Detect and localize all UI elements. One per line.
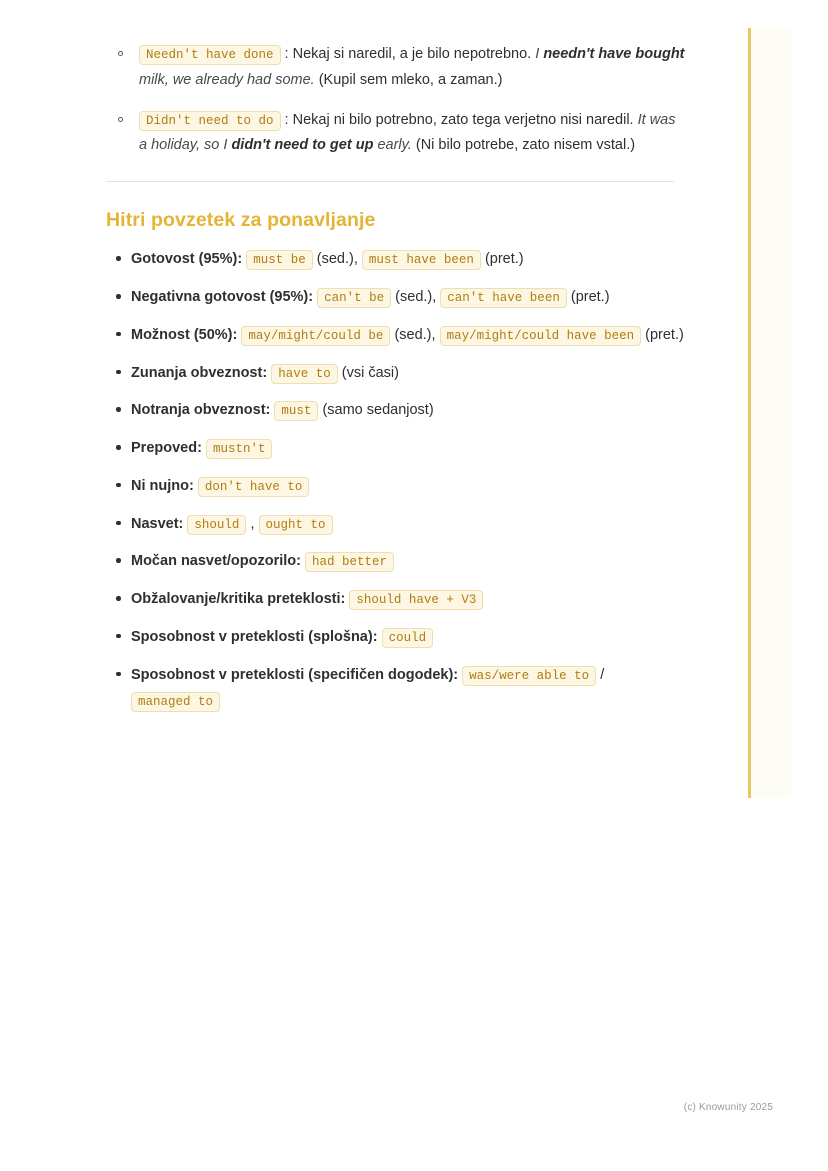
summary-item-note: (sed.), xyxy=(316,251,358,268)
item-description: : Nekaj si naredil, a je bilo nepotrebno. xyxy=(280,46,536,62)
summary-item-label: Sposobnost v preteklosti (splošna): xyxy=(131,628,378,645)
summary-item-note: (pret.) xyxy=(570,289,610,306)
summary-list-item xyxy=(106,435,686,462)
summary-item-note: (pret.) xyxy=(645,326,684,343)
inline-code: had better xyxy=(305,552,394,572)
inline-code: ought to xyxy=(259,515,333,535)
summary-item-label: Možnost (50%): xyxy=(131,326,238,343)
summary-list-item xyxy=(106,284,686,311)
summary-item-note: (pret.) xyxy=(484,251,524,268)
summary-item-label: Nasvet: xyxy=(131,515,184,532)
document-page xyxy=(37,28,791,798)
list-item xyxy=(106,108,686,159)
summary-list xyxy=(106,246,686,715)
inline-code: Needn't have done xyxy=(139,45,281,65)
summary-item-note: , xyxy=(250,515,255,532)
summary-list-item xyxy=(106,662,686,716)
example-prefix: I xyxy=(535,46,544,62)
inline-code: have to xyxy=(271,364,338,384)
summary-item-label: Gotovost (95%): xyxy=(131,251,243,268)
document-content xyxy=(106,42,686,726)
summary-list-item xyxy=(106,360,686,387)
inline-code: must be xyxy=(246,250,313,270)
summary-list-item xyxy=(106,511,686,538)
summary-item-label: Močan nasvet/opozorilo: xyxy=(131,553,301,570)
inline-code: mustn't xyxy=(206,439,273,459)
inline-code: must have been xyxy=(362,250,481,270)
summary-list-item xyxy=(106,586,686,613)
example-suffix: milk, we already had some. xyxy=(139,71,315,88)
summary-item-label: Ni nujno: xyxy=(131,477,194,494)
inline-code: Didn't need to do xyxy=(139,111,281,131)
example-suffix: early. xyxy=(373,137,412,154)
summary-list-item xyxy=(106,548,686,575)
summary-list-item xyxy=(106,473,686,500)
inline-code: should xyxy=(187,515,246,535)
example-highlight: needn't have bought xyxy=(543,46,685,62)
summary-item-label: Obžalovanje/kritika preteklosti: xyxy=(131,591,346,608)
list-item xyxy=(106,42,686,93)
section-divider xyxy=(106,181,674,182)
summary-item-label: Notranja obveznost: xyxy=(131,402,271,419)
summary-item-note: (vsi časi) xyxy=(341,364,399,381)
summary-item-label: Sposobnost v preteklosti (specifičen dogodek): xyxy=(131,666,459,683)
inline-code: could xyxy=(382,628,434,648)
inline-code: can't be xyxy=(317,288,391,308)
inline-code: should have + V3 xyxy=(349,590,483,610)
summary-list-item xyxy=(106,322,686,349)
summary-list-item xyxy=(106,397,686,424)
inline-code: was/were able to xyxy=(462,666,596,686)
summary-item-note: (sed.), xyxy=(394,326,436,343)
summary-item-label: Zunanja obveznost: xyxy=(131,364,268,381)
section-title: Hitri povzetek za ponavljanje xyxy=(106,209,376,232)
accent-strip xyxy=(748,28,751,798)
translation-text: (Kupil sem mleko, a zaman.) xyxy=(314,71,503,88)
summary-item-note: / xyxy=(600,666,605,683)
item-description: : Nekaj ni bilo potrebno, zato tega verjetno nisi naredil. xyxy=(280,111,638,128)
inline-code: may/might/could have been xyxy=(440,326,642,346)
inline-code: can't have been xyxy=(440,288,567,308)
summary-item-note: (samo sedanjost) xyxy=(322,402,434,419)
inline-code: may/might/could be xyxy=(241,326,390,346)
summary-item-note: (sed.), xyxy=(395,289,437,306)
copyright-footer: (c) Knowunity 2025 xyxy=(683,1102,773,1113)
example-prefix: It was a holiday, so I xyxy=(139,111,676,154)
inline-code: must xyxy=(274,401,318,421)
translation-text: (Ni bilo potrebe, zato nisem vstal.) xyxy=(411,137,636,154)
summary-item-label: Prepoved: xyxy=(131,440,202,457)
summary-list-item xyxy=(106,246,686,273)
inline-code: don't have to xyxy=(198,477,310,497)
inline-code: managed to xyxy=(131,692,220,712)
summary-item-label: Negativna gotovost (95%): xyxy=(131,289,314,306)
summary-list-item xyxy=(106,624,686,651)
top-bullet-list xyxy=(106,42,686,158)
example-highlight: didn't need to get up xyxy=(231,137,374,154)
